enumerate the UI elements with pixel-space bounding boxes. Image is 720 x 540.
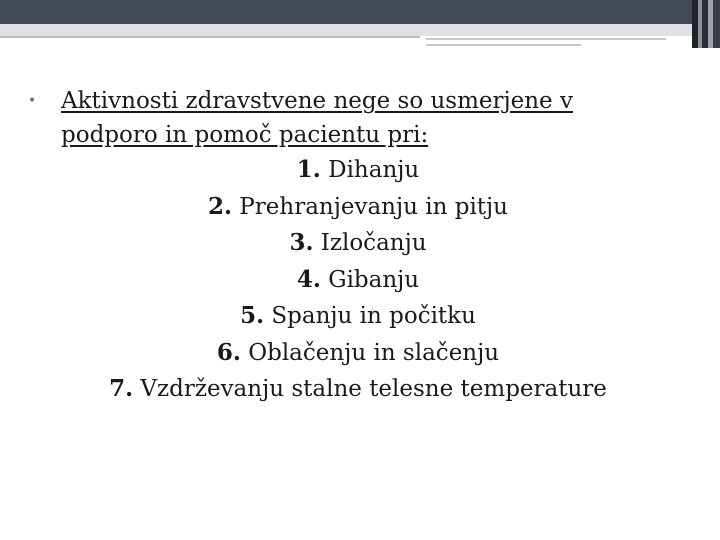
list-item: 5. Spanju in počitku xyxy=(240,302,476,329)
list-item: 3. Izločanju xyxy=(289,229,427,256)
list-item: 6. Oblačenju in slačenju xyxy=(216,338,500,366)
list-item: 7. Vzdrževanju stalne telesne temperature xyxy=(109,375,607,402)
list-item: 4. Gibanju xyxy=(296,265,420,293)
header-rule-short xyxy=(426,38,666,40)
list-item: 2. Prehranjevanju in pitju xyxy=(207,192,508,220)
list-item: 1. Dihanju xyxy=(296,156,420,183)
header-band-light xyxy=(0,24,720,36)
intro-line-2: podporo in pomoč pacientu pri: xyxy=(61,122,429,148)
activity-list xyxy=(28,152,688,408)
header-rule xyxy=(0,36,420,38)
bullet-paragraph xyxy=(28,84,688,152)
intro-line-1: Aktivnosti zdravstvene nege so usmerjene v xyxy=(61,88,573,114)
bullet-icon: • xyxy=(28,93,37,109)
header-band-dark xyxy=(0,0,720,24)
header-rule-shorter xyxy=(426,44,581,46)
corner-stripes xyxy=(692,0,720,48)
slide-body xyxy=(28,84,688,408)
